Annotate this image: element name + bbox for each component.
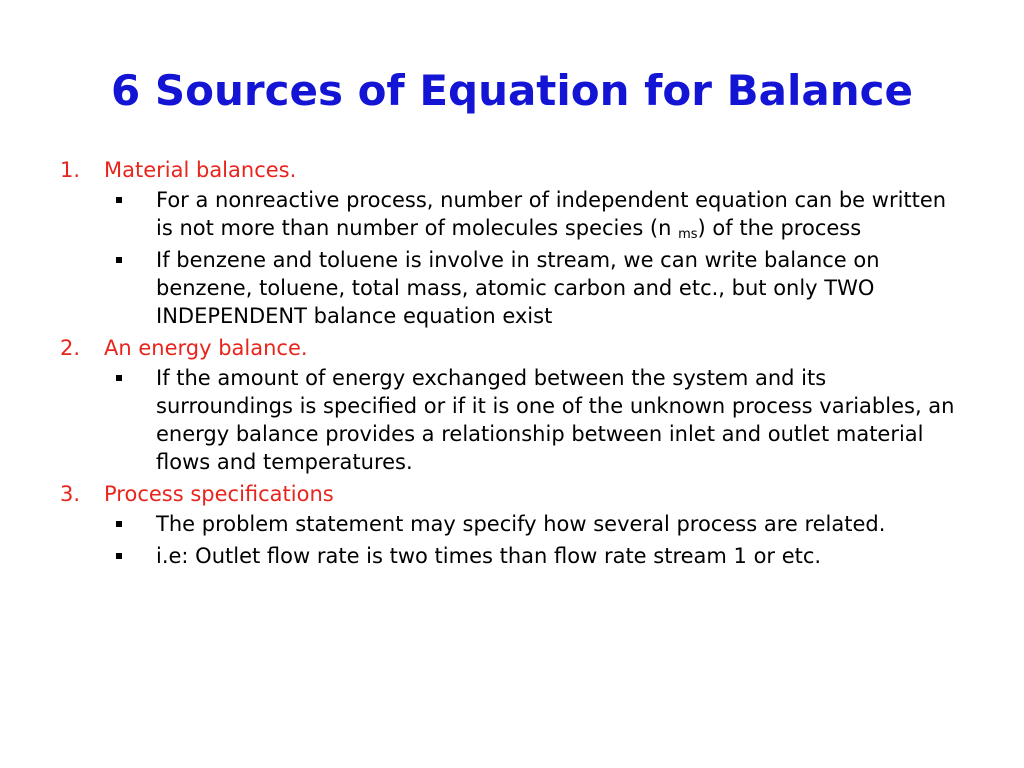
square-bullet-icon (114, 510, 156, 538)
bullet-text: If the amount of energy exchanged between the system and its surroundings is specified or if it is one of the unknown process variables, an energy balance provides a relationship between inlet and outlet material flows and temperatures. (156, 366, 955, 474)
list-item-number: 3. (60, 482, 81, 506)
list-item-number: 1. (60, 158, 81, 182)
subscript-ms: ms (678, 227, 698, 242)
bullet-item (114, 510, 960, 538)
bullet-list (60, 364, 960, 476)
slide-title: 6 Sources of Equation for Balance (111, 66, 913, 115)
bullet-text: The problem statement may specify how several process are related. (156, 512, 886, 536)
bullet-list (60, 510, 960, 570)
square-bullet-icon (114, 246, 156, 274)
list-item-material-balances (60, 156, 960, 184)
bullet-list (60, 186, 960, 330)
slide-content (60, 156, 960, 574)
list-item-heading: An energy balance. (104, 336, 308, 360)
list-item-heading: Process specifications (104, 482, 334, 506)
bullet-item (114, 542, 960, 570)
bullet-text-part: For a nonreactive process, number of independent equation can be written is not more than number of molecules species (n (156, 188, 947, 240)
list-item-number: 2. (60, 336, 81, 360)
list-item-heading: Material balances. (104, 158, 297, 182)
square-bullet-icon (114, 364, 156, 392)
bullet-text: If benzene and toluene is involve in stream, we can write balance on benzene, toluene, total mass, atomic carbon and etc., but only TWO INDEPENDENT balance equation exist (156, 248, 880, 328)
list-item-process-specifications (60, 480, 960, 508)
bullet-item (114, 364, 960, 476)
bullet-text-part: ) of the process (697, 216, 862, 240)
bullet-item (114, 246, 960, 330)
bullet-text: i.e: Outlet flow rate is two times than flow rate stream 1 or etc. (156, 544, 822, 568)
bullet-text (156, 186, 956, 242)
square-bullet-icon (114, 542, 156, 570)
bullet-item (114, 186, 960, 242)
list-item-energy-balance (60, 334, 960, 362)
square-bullet-icon (114, 186, 156, 214)
